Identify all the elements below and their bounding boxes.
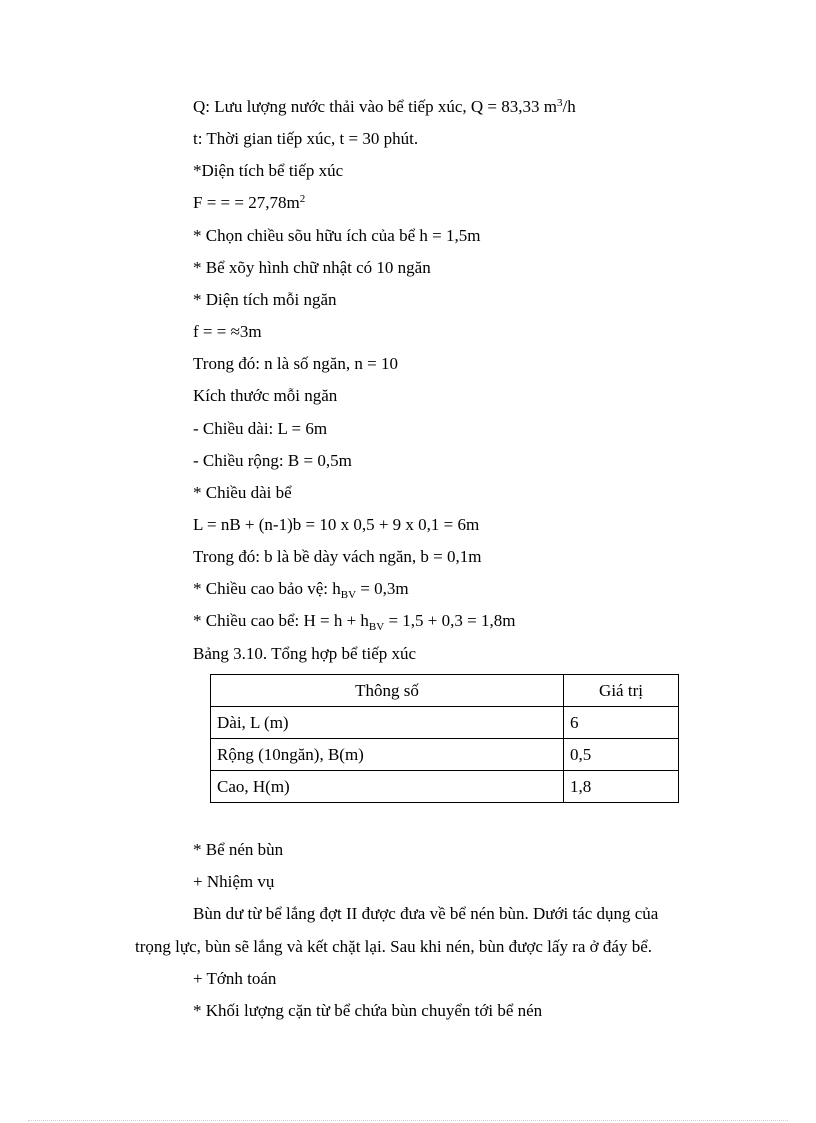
- table-cell: 0,5: [564, 739, 679, 771]
- text-line-b-definition: Trong đó: b là bề dày vách ngăn, b = 0,1m: [193, 547, 482, 566]
- table-row: [211, 707, 679, 739]
- text-line-compartments: * Bể xõy hình chữ nhật có 10 ngăn: [193, 258, 431, 277]
- text-line-n-definition: Trong đó: n là số ngăn, n = 10: [193, 354, 398, 373]
- table-cell: 6: [564, 707, 679, 739]
- table-row: [211, 739, 679, 771]
- page-bottom-divider: [28, 1120, 788, 1121]
- text-line-contact-time: t: Thời gian tiếp xúc, t = 30 phút.: [193, 129, 419, 148]
- table-header-cell: Giá trị: [564, 675, 679, 707]
- text-line-tank-length-formula: L = nB + (n-1)b = 10 x 0,5 + 9 x 0,1 = 6m: [193, 515, 480, 534]
- text-line-freeboard: * Chiều cao bảo vệ: $h_{BV} = 0,3m$: [193, 579, 409, 601]
- text-line-length: - Chiều dài: L = 6m: [193, 419, 328, 438]
- table-cell: Cao, H(m): [211, 771, 564, 803]
- text-line-tank-height: * Chiều cao bể: $H = h + h_{BV} = 1,5 + 0,3 = 1,8m$: [193, 611, 516, 633]
- text-line-tank-length-heading: * Chiều dài bể: [193, 483, 292, 502]
- table-row: [211, 771, 679, 803]
- section-heading-thickener: * Bể nén bùn: [193, 840, 284, 859]
- text-line-depth: * Chọn chiều sõu hữu ích của bể h = 1,5m: [193, 226, 481, 245]
- text-line-area-heading: *Diện tích bể tiếp xúc: [193, 161, 344, 180]
- table-cell: Dài, L (m): [211, 707, 564, 739]
- text-line-width: - Chiều rộng: B = 0,5m: [193, 451, 352, 470]
- section-subheading-task: + Nhiệm vụ: [193, 872, 275, 891]
- table-header-row: [211, 675, 679, 707]
- text-line-dimensions-heading: Kích thước mỗi ngăn: [193, 386, 338, 405]
- text-line-sludge-mass: * Khối lượng cặn từ bể chứa bùn chuyển tới bể nén: [193, 1001, 543, 1020]
- table-cell: Rộng (10ngăn), B(m): [211, 739, 564, 771]
- table-caption: Bảng 3.10. Tổng hợp bể tiếp xúc: [193, 644, 417, 663]
- text-line-compartment-area-formula: f = = ≈3m: [193, 322, 262, 341]
- section-subheading-calculation: + Tớnh toán: [193, 969, 277, 988]
- text-line-compartment-area-heading: * Diện tích mỗi ngăn: [193, 290, 337, 309]
- paragraph-line-2: trọng lực, bùn sẽ lắng và kết chặt lại. Sau khi nén, bùn được lấy ra ở đáy bể.: [135, 937, 652, 956]
- summary-table: [210, 674, 679, 803]
- table-cell: 1,8: [564, 771, 679, 803]
- text-line-area-formula: F = = = $27,78m^2$: [193, 193, 306, 212]
- paragraph-line-1: Bùn dư từ bể lắng đợt II được đưa về bể nén bùn. Dưới tác dụng của: [193, 904, 659, 923]
- table-header-cell: Thông số: [211, 675, 564, 707]
- text-line-flow-rate: Q: Lưu lượng nước thải vào bể tiếp xúc, Q = 83,33 $m^3/h$: [193, 97, 576, 116]
